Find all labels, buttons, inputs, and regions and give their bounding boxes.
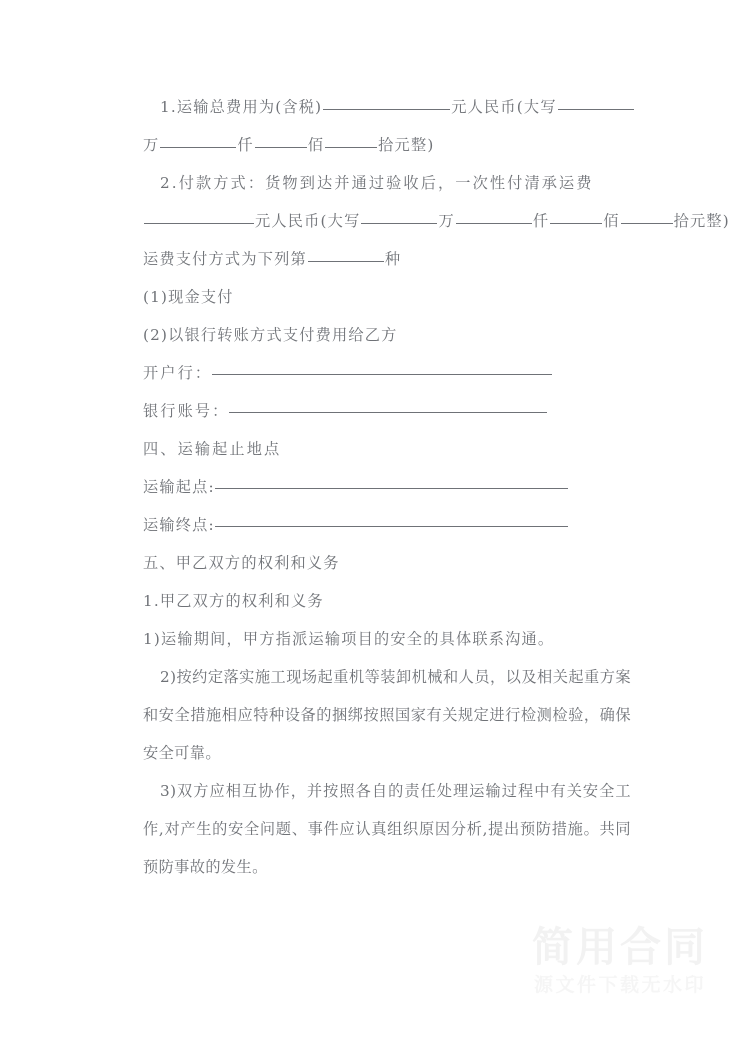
clause-payment-method [143,164,623,202]
payment-option-1 [143,278,623,316]
blank-bank-name[interactable] [212,374,552,375]
heading-section-five-text: 五、甲乙双方的权利和义务 [143,554,340,572]
clause-payment-method-text: 2.付款方式：货物到达并通过验收后，一次性付清承运费 [160,174,594,192]
blank-payment-amount[interactable] [144,223,254,224]
clause-payment-suffix: 拾元整) [673,212,730,230]
subheading-section-five-text: 1.甲乙双方的权利和义务 [143,592,324,610]
blank-payment-bai[interactable] [550,223,602,224]
watermark-subtitle: 源文件下载无水印 [533,974,706,997]
blank-total-fee-shi[interactable] [325,147,377,148]
payment-option-2 [143,316,623,354]
field-bank-name [143,354,623,392]
watermark [532,923,708,997]
clause-payment-wan: 万 [438,212,455,230]
clause-total-fee-cont [143,126,623,164]
section-five-item-3: 3)双方应相互协作，并按照各自的责任处理运输过程中有关安全工作,对产生的安全问题、事件应认真组织原因分析,提出预防措施。共同预防事故的发生。 [143,782,631,876]
clause-total-fee [143,88,623,126]
clause-total-fee-prefix: 1.运输总费用为(含税) [160,98,323,116]
blank-total-fee-qian[interactable] [160,147,236,148]
blank-payment-option[interactable] [308,261,384,262]
payment-option-1-label: (1)现金支付 [143,288,234,306]
field-bank-name-label: 开户行： [143,364,213,382]
heading-section-four [143,430,623,468]
clause-payment-mid: 元人民币(大写 [255,212,361,230]
clause-total-fee-wan: 万 [143,136,160,154]
field-route-origin-label: 运输起点: [143,478,215,496]
blank-payment-shi[interactable] [621,223,673,224]
payment-option-selector [143,240,623,278]
blank-payment-wan[interactable] [361,223,437,224]
clause-payment-amount [143,202,730,240]
section-five-item-1 [143,620,623,658]
field-route-origin [143,468,623,506]
clause-payment-bai: 佰 [603,212,620,230]
blank-total-fee-bai[interactable] [255,147,307,148]
blank-payment-qian[interactable] [456,223,532,224]
blank-bank-account[interactable] [229,412,547,413]
section-five-item-1-text: 1)运输期间，甲方指派运输项目的安全的具体联系沟通。 [143,630,555,648]
blank-total-fee-amount[interactable] [323,109,450,110]
blank-total-fee-wan[interactable] [558,109,634,110]
clause-total-fee-suffix: 拾元整) [378,136,435,154]
clause-total-fee-bai: 佰 [307,136,325,154]
field-route-destination-label: 运输终点: [143,516,215,534]
clause-total-fee-qian: 仟 [237,136,254,154]
payment-option-2-label: (2)以银行转账方式支付费用给乙方 [143,326,398,344]
watermark-title: 简用合同 [532,923,708,972]
clause-total-fee-mid: 元人民币(大写 [451,98,557,116]
payment-option-prefix: 运费支付方式为下列第 [143,250,307,268]
blank-route-destination[interactable] [215,526,568,527]
blank-route-origin[interactable] [215,488,568,489]
field-bank-account [143,392,623,430]
document-body [143,88,730,886]
heading-section-four-text: 四、运输起止地点 [143,440,282,458]
field-bank-account-label: 银行账号： [143,402,230,420]
payment-option-suffix: 种 [384,250,402,268]
field-route-destination [143,506,623,544]
heading-section-five [143,544,623,582]
clause-payment-qian: 仟 [532,212,550,230]
subheading-section-five [143,582,623,620]
section-five-item-2: 2)按约定落实施工现场起重机等装卸机械和人员，以及相关起重方案和安全措施相应特种设备的捆绑按照国家有关规定进行检测检验，确保安全可靠。 [143,668,631,762]
